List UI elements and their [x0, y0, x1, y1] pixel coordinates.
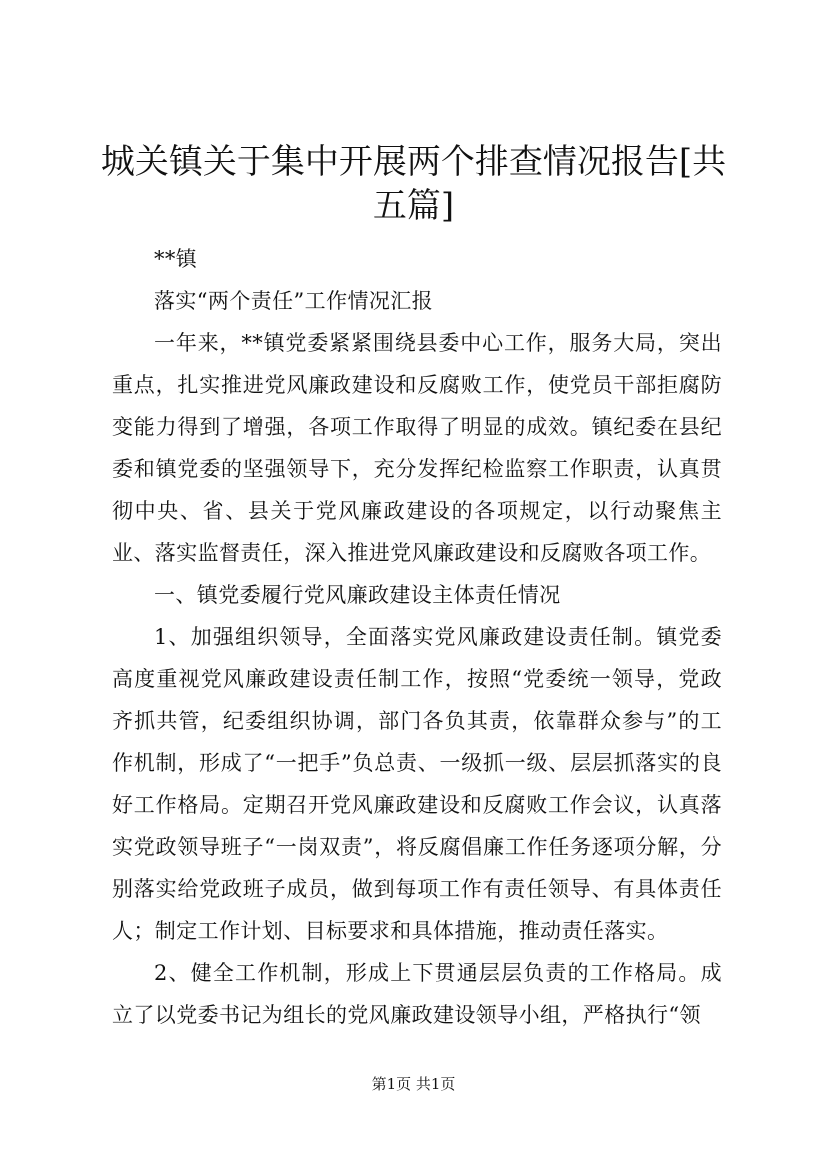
paragraph-intro: 一年来，**镇党委紧紧围绕县委中心工作，服务大局，突出重点，扎实推进党风廉政建设和反腐败工作，使党员干部拒腐防变能力得到了增强，各项工作取得了明显的成效。镇纪委在县纪委和镇党委的坚强领导下，充分发挥纪检监察工作职责，认真贯彻中央、省、县关于党风廉政建设的各项规定，以行动聚焦主业、落实监督责任，深入推进党风廉政建设和反腐败各项工作。 — [112, 331, 722, 565]
document-title: 城关镇关于集中开展两个排查情况报告[共五篇] — [100, 142, 727, 226]
paragraph-item-1: 1、加强组织领导，全面落实党风廉政建设责任制。镇党委高度重视党风廉政建设责任制工作，按照“党委统一领导，党政齐抓共管，纪委组织协调，部门各负其责，依靠群众参与”的工作机制，形成了“一把手”负总责、一级抓一级、层层抓落实的良好工作格局。定期召开党风廉政建设和反腐败工作会议，认真落实党政领导班子“一岗双责”，将反腐倡廉工作任务逐项分解，分别落实给党政班子成员，做到每项工作有责任领导、有具体责任人；制定工作计划、目标要求和具体措施，推动责任落实。 — [112, 625, 722, 943]
document-body — [112, 238, 722, 1036]
page-footer: 第1页 共1页 — [371, 1075, 456, 1093]
paragraph-item-2: 2、健全工作机制，形成上下贯通层层负责的工作格局。成立了以党委书记为组长的党风廉政建设领导小组，严格执行“领 — [112, 961, 722, 1027]
paragraph-report-title: 落实“两个责任”工作情况汇报 — [154, 289, 434, 313]
paragraph-town: **镇 — [154, 247, 198, 271]
section-heading-1: 一、镇党委履行党风廉政建设主体责任情况 — [154, 583, 561, 607]
